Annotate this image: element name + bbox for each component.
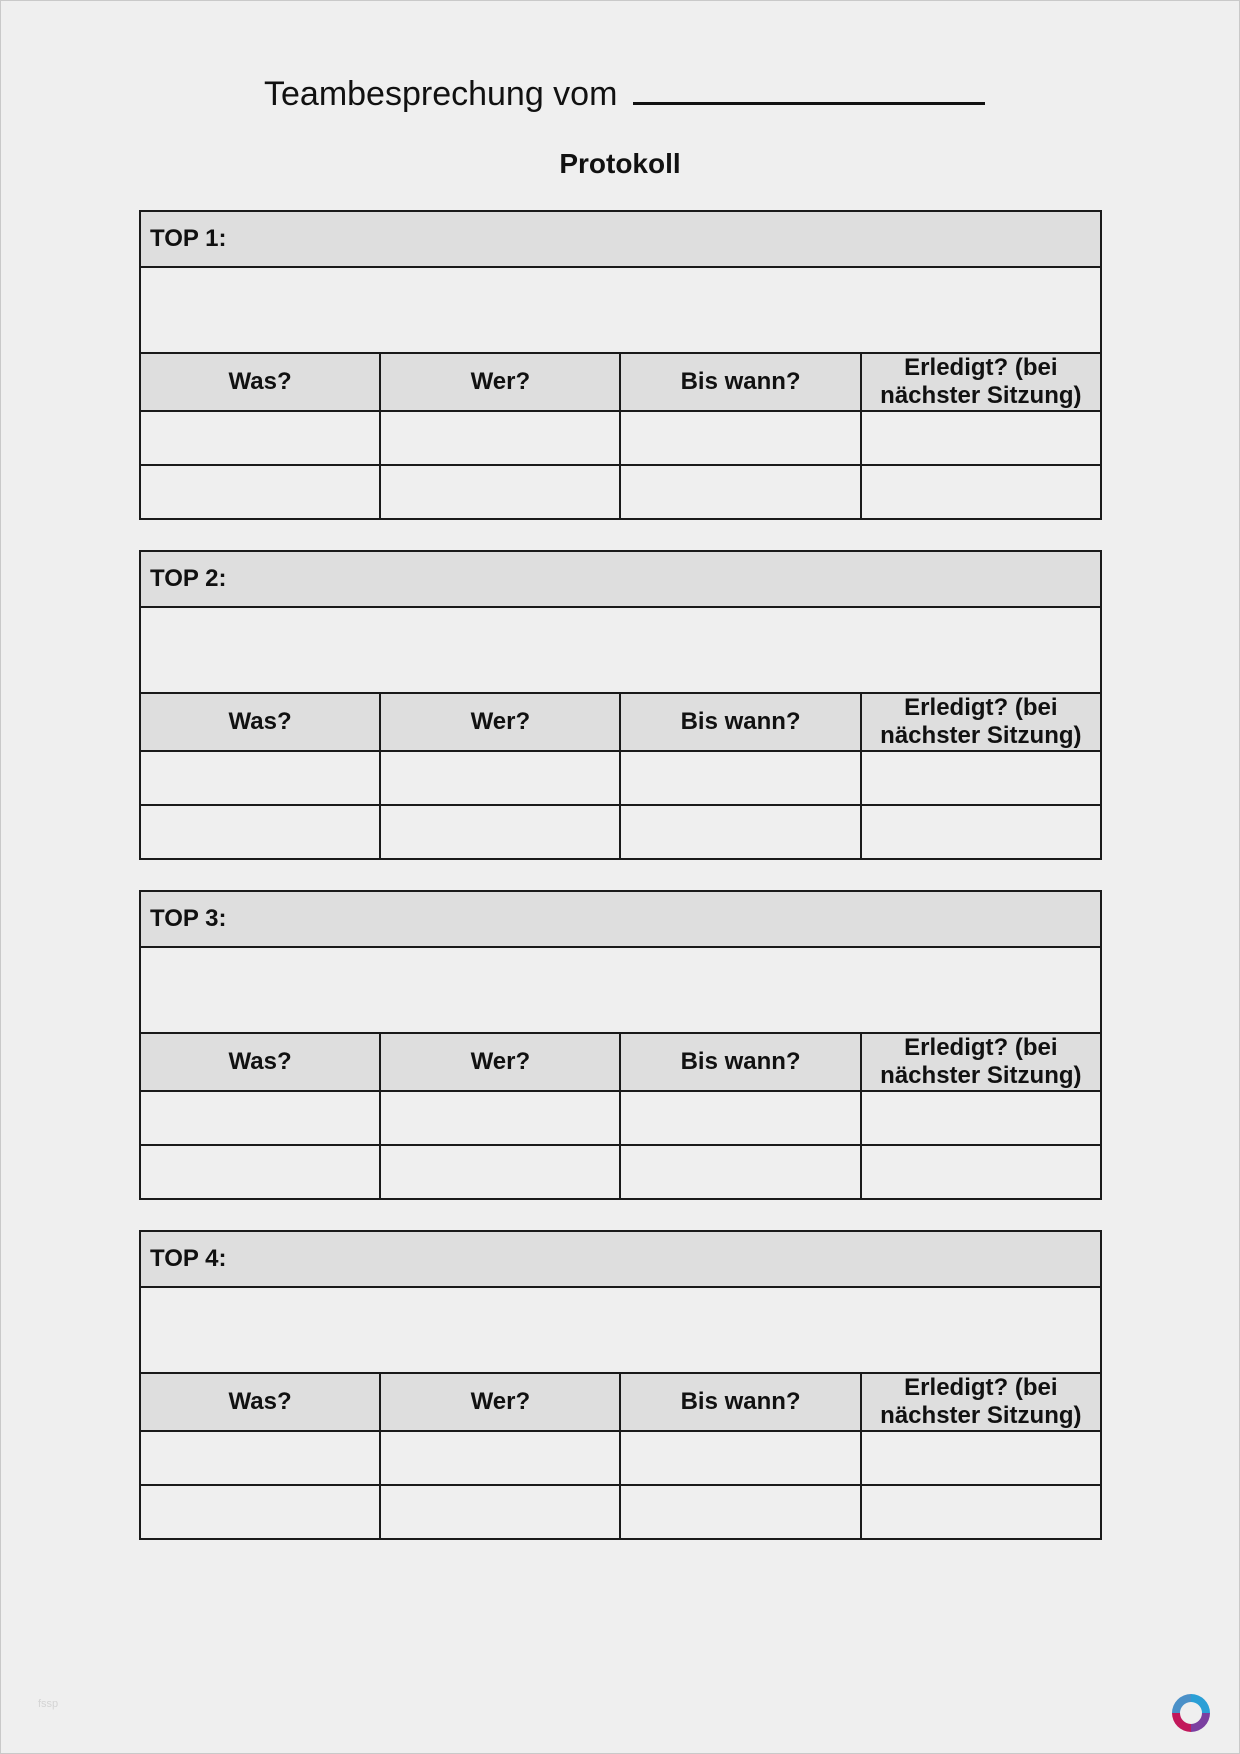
table-cell[interactable] (140, 1091, 380, 1145)
column-header-wer: Wer? (380, 1033, 620, 1091)
top-block-2 (139, 550, 1102, 860)
column-header-erledigt: Erledigt? (bei nächster Sitzung) (861, 1373, 1101, 1431)
table-cell[interactable] (861, 1091, 1101, 1145)
table-cell[interactable] (861, 411, 1101, 465)
circular-arrows-logo-icon (1168, 1690, 1214, 1736)
table-cell[interactable] (140, 411, 380, 465)
table-cell[interactable] (380, 1431, 620, 1485)
top-label: TOP 2: (140, 551, 1101, 607)
column-header-erledigt: Erledigt? (bei nächster Sitzung) (861, 1033, 1101, 1091)
table-cell[interactable] (620, 465, 860, 519)
table-cell[interactable] (861, 1485, 1101, 1539)
column-header-bis-wann: Bis wann? (620, 1033, 860, 1091)
table-cell[interactable] (861, 1431, 1101, 1485)
table-cell[interactable] (620, 411, 860, 465)
table-cell[interactable] (380, 751, 620, 805)
table-cell[interactable] (380, 1091, 620, 1145)
table-cell[interactable] (620, 1091, 860, 1145)
table-cell[interactable] (380, 1145, 620, 1199)
table-cell[interactable] (140, 805, 380, 859)
table-cell[interactable] (380, 411, 620, 465)
heading-text: Teambesprechung vom (264, 75, 618, 113)
table-cell[interactable] (140, 1145, 380, 1199)
table-cell[interactable] (861, 805, 1101, 859)
column-header-was: Was? (140, 1373, 380, 1431)
table-cell[interactable] (140, 465, 380, 519)
column-header-wer: Wer? (380, 353, 620, 411)
top-notes-field[interactable] (140, 947, 1101, 1033)
column-header-bis-wann: Bis wann? (620, 1373, 860, 1431)
column-header-was: Was? (140, 353, 380, 411)
table-cell[interactable] (861, 751, 1101, 805)
column-header-bis-wann: Bis wann? (620, 353, 860, 411)
table-cell[interactable] (140, 1485, 380, 1539)
top-notes-field[interactable] (140, 267, 1101, 353)
table-cell[interactable] (861, 465, 1101, 519)
column-header-wer: Wer? (380, 1373, 620, 1431)
top-label: TOP 4: (140, 1231, 1101, 1287)
column-header-erledigt: Erledigt? (bei nächster Sitzung) (861, 353, 1101, 411)
top-notes-field[interactable] (140, 607, 1101, 693)
table-cell[interactable] (140, 751, 380, 805)
column-header-was: Was? (140, 1033, 380, 1091)
column-header-erledigt: Erledigt? (bei nächster Sitzung) (861, 693, 1101, 751)
column-header-bis-wann: Bis wann? (620, 693, 860, 751)
column-header-was: Was? (140, 693, 380, 751)
table-cell[interactable] (380, 465, 620, 519)
top-block-1 (139, 210, 1102, 520)
table-cell[interactable] (140, 1431, 380, 1485)
table-cell[interactable] (380, 1485, 620, 1539)
watermark-text: fssp (38, 1698, 59, 1710)
table-cell[interactable] (861, 1145, 1101, 1199)
table-cell[interactable] (620, 1431, 860, 1485)
table-cell[interactable] (620, 1145, 860, 1199)
table-cell[interactable] (620, 1485, 860, 1539)
top-label: TOP 1: (140, 211, 1101, 267)
table-cell[interactable] (620, 751, 860, 805)
table-cell[interactable] (620, 805, 860, 859)
date-fill-line[interactable] (633, 72, 985, 105)
table-cell[interactable] (380, 805, 620, 859)
top-block-4 (139, 1230, 1102, 1540)
column-header-wer: Wer? (380, 693, 620, 751)
top-label: TOP 3: (140, 891, 1101, 947)
document-subtitle: Protokoll (559, 148, 681, 179)
top-notes-field[interactable] (140, 1287, 1101, 1373)
document-heading (264, 72, 985, 114)
top-block-3 (139, 890, 1102, 1200)
